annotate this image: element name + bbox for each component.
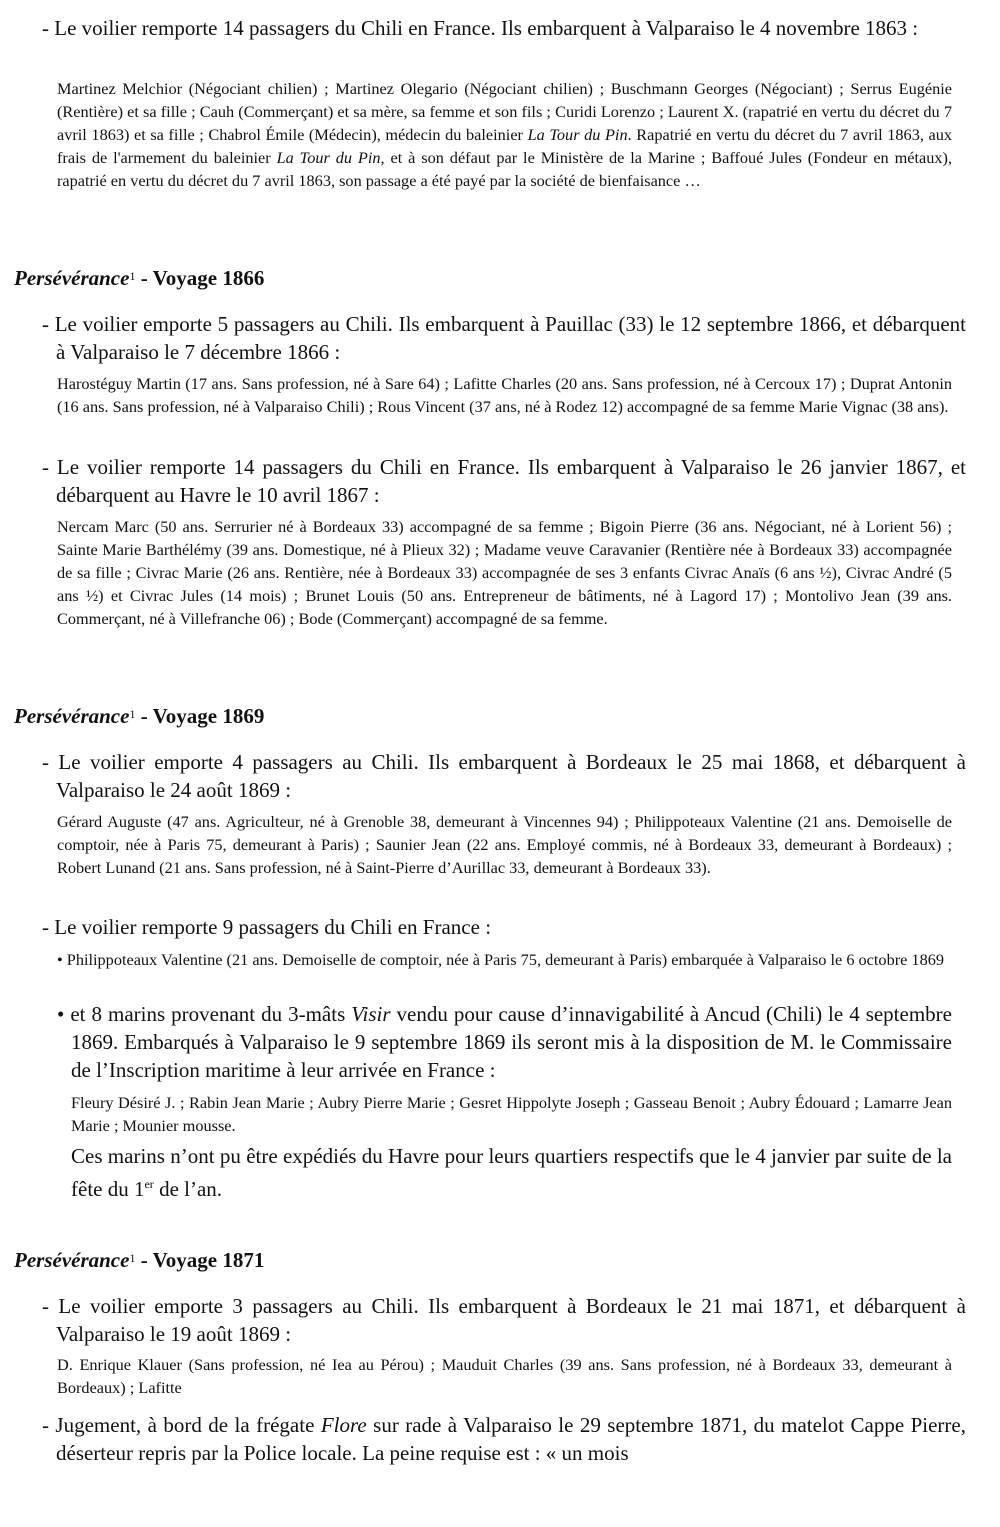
ship-name: Persévérance xyxy=(14,704,130,728)
footnote-ref[interactable]: 1 xyxy=(129,269,136,283)
section-heading-1869: Persévérance$^1$ - Voyage 1869 xyxy=(14,704,265,728)
passenger-list: Gérard Auguste (47 ans. Agriculteur, né à Grenoble 38, demeurant à Vincennes 94) ; Philippoteaux Valentine (21 ans. Demoiselle de comptoir, née à Paris 75, demeurant à Paris) ; Saunier Jean (22 ans. Employé commis, né à Bordeaux 33, demeurant à Bordeaux) ; Robert Lunand (21 ans. Sans profession, né à Saint-Pierre d’Aurillac 33, demeurant à Bordeaux 33). xyxy=(57,812,952,877)
section-heading-1871: Persévérance$^1$ - Voyage 1871 xyxy=(14,1248,265,1272)
footnote-ref[interactable]: 1 xyxy=(129,707,136,721)
passenger-list: Harostéguy Martin (17 ans. Sans profession, né à Sare 64) ; Lafitte Charles (20 ans. Sans profession, né à Cercoux 17) ; Duprat Antonin (16 ans. Sans profession, né à Valparaiso Chili) ; Rous Vincent (37 ans, né à Rodez 12) accompagné de sa femme Marie Vignac (38 ans). xyxy=(57,374,952,416)
ship-name: La Tour du Pin xyxy=(276,148,381,167)
entry-lead: - Le voilier emporte 5 passagers au Chili. Ils embarquent à Pauillac (33) le 12 septembre 1866, et débarquent à Valparaiso le 7 décembre 1866 : xyxy=(42,312,966,364)
entry-lead: - Le voilier remporte 14 passagers du Chili en France. Ils embarquent à Valparaiso le 4 novembre 1863 : xyxy=(42,16,919,40)
section-heading-1866: Persévérance$^1$ - Voyage 1866 xyxy=(14,266,265,290)
entry-lead: - Le voilier emporte 4 passagers au Chili. Ils embarquent à Bordeaux le 25 mai 1868, et débarquent à Valparaiso le 24 août 1869 : xyxy=(42,750,966,802)
passenger-list: D. Enrique Klauer (Sans profession, né Iea au Pérou) ; Mauduit Charles (39 ans. Sans profession, né à Bordeaux 33, demeurant à Bordeaux) ; Lafitte xyxy=(57,1355,952,1397)
entry-lead: - Le voilier remporte 9 passagers du Chili en France : xyxy=(42,915,492,939)
bullet-item: • Philippoteaux Valentine (21 ans. Demoiselle de comptoir, née à Paris 75, demeurant à Paris) embarquée à Valparaiso le 6 octobre 1869 xyxy=(57,950,944,969)
entry-lead: - Jugement, à bord de la frégate Flore sur rade à Valparaiso le 29 septembre 1871, du matelot Cappe Pierre, déserteur repris par la Police locale. La peine requise est : « un mois xyxy=(42,1413,966,1465)
ship-name: Persévérance xyxy=(14,1248,130,1272)
passenger-list: Martinez Melchior (Négociant chilien) ; Martinez Olegario (Négociant chilien) ; Buschmann Georges (Négociant) ; Serrus Eugénie (Rentière) et sa fille ; Cauh (Commerçant) et sa mère, sa femme et son fils ; Curidi Lorenzo ; Laurent X. (rapatrié en vertu du décret du 7 avril 1863) et sa fille ; Chabrol Émile (Médecin), médecin du baleinier La Tour du Pin. Rapatrié en vertu du décret du 7 avril 1863, aux frais de l'armement du baleinier La Tour du Pin, et à son défaut par le Ministère de la Marine ; Baffoué Jules (Fondeur en métaux), rapatrié en vertu du décret du 7 avril 1863, son passage a été payé par la société de bienfaisance … xyxy=(57,79,953,190)
entry-lead: - Le voilier emporte 3 passagers au Chili. Ils embarquent à Bordeaux le 21 mai 1871, et débarquent à Valparaiso le 19 août 1869 : xyxy=(42,1294,966,1346)
ship-name: Visir xyxy=(351,1002,391,1026)
entry-lead: - Le voilier remporte 14 passagers du Chili en France. Ils embarquent à Valparaiso le 26 janvier 1867, et débarquent au Havre le 10 avril 1867 : xyxy=(42,455,966,507)
passenger-list: Nercam Marc (50 ans. Serrurier né à Bordeaux 33) accompagné de sa femme ; Bigoin Pierre (36 ans. Négociant, né à Lorient 56) ; Sainte Marie Barthélémy (39 ans. Domestique, né à Plieux 32) ; Madame veuve Caravanier (Rentière née à Bordeaux 33) accompagnée de sa fille ; Civrac Marie (26 ans. Rentière, née à Bordeaux 33) accompagnée de ses 3 enfants Civrac Anaïs (6 ans ½), Civrac André (5 ans ½) et Civrac Jules (14 mois) ; Brunet Louis (50 ans. Entrepreneur de bâtiments, né à Lagord 17) ; Montolivo Jean (39 ans. Commerçant, né à Villefranche 06) ; Bode (Commerçant) accompagné de sa femme. xyxy=(57,517,952,628)
bullet-item: • et 8 marins provenant du 3-mâts Visir vendu pour cause d’innavigabilité à Ancud (Chili) le 4 septembre 1869. Embarqués à Valparaiso le 9 septembre 1869 ils seront mis à la disposition de M. le Commissaire de l’Inscription maritime à leur arrivée en France : xyxy=(57,1002,952,1082)
ship-name: La Tour du Pin xyxy=(527,125,628,144)
footnote-ref[interactable]: 1 xyxy=(129,1251,136,1265)
sailor-note: Ces marins n’ont pu être expédiés du Havre pour leurs quartiers respectifs que le 4 janvier par suite de la fête du 1er de l’an. xyxy=(71,1144,952,1201)
sailor-list: Fleury Désiré J. ; Rabin Jean Marie ; Aubry Pierre Marie ; Gesret Hippolyte Joseph ; Gasseau Benoit ; Aubry Édouard ; Lamarre Jean Marie ; Mounier mousse. xyxy=(71,1093,952,1135)
ship-name: Persévérance xyxy=(14,266,130,290)
ship-name: Flore xyxy=(320,1413,367,1437)
